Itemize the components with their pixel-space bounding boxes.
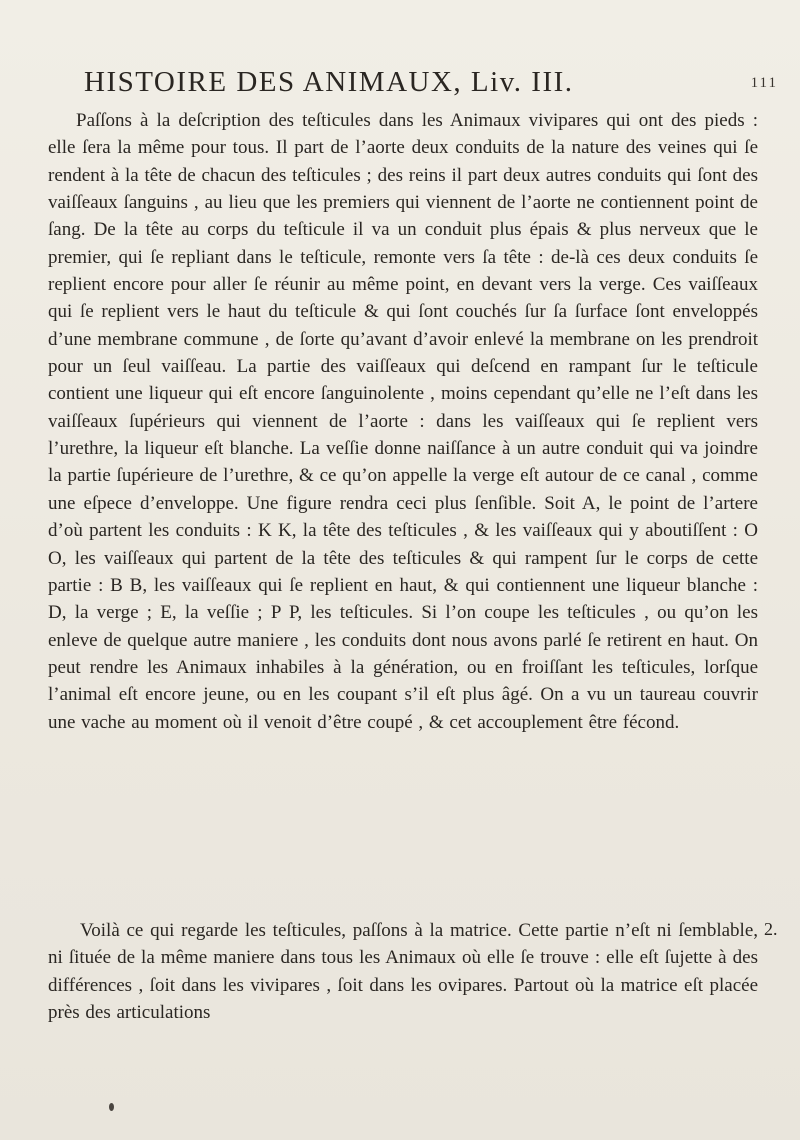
page-number: 111 [750,75,778,91]
page-header [84,66,784,106]
ink-speck [109,1103,114,1111]
running-title: HISTOIRE DES ANIMAUX, Liv. III. [84,66,574,98]
paragraph-testicules: Paſſons à la deſcription des teſticules dans les Animaux vivipares qui ont des pieds : elle ſera la même pour tous. Il part de l’aorte deux conduits de la nature des veines qui ſe rendent à la tête de chacun des teſticules ; des reins il part deux autres conduits qui ſont des vaiſſeaux ſanguins , au lieu que les premiers qui viennent de l’aorte ne contiennent point de ſang. De la tête au corps du teſticule il va un conduit plus épais & plus nerveux que le premier, qui ſe repliant dans le teſticule, remonte vers ſa tête : de-là ces deux conduits ſe replient encore pour aller ſe réunir au même point, en devant vers la verge. Ces vaiſſeaux qui ſe replient vers le haut du teſticule & qui ſont couchés ſur ſa ſurface ſont enveloppés d’une membrane commune , de ſorte qu’avant d’avoir enlevé la membrane on les prendroit pour un ſeul vaiſſeau. La partie des vaiſſeaux qui deſcend en rampant ſur le teſticule contient une liqueur qui eſt encore ſanguinolente , moins cependant qu’elle ne l’eſt dans les vaiſſeaux ſupérieurs qui viennent de l’aorte : dans les vaiſſeaux qui ſe replient vers l’urethre, la liqueur eſt blanche. La veſſie donne naiſſance à un autre conduit qui va joindre la partie ſupérieure de l’urethre, & ce qu’on appelle la verge eſt autour de ce canal , comme une eſpece d’enveloppe. Une figure rendra ceci plus ſenſible. Soit A, le point de l’artere d’où partent les conduits : K K, la tête des teſticules , & les vaiſſeaux qui y aboutiſſent : O O, les vaiſſeaux qui partent de la tête des teſticules & qui rampent ſur le corps de cette partie : B B, les vaiſſeaux qui ſe replient en haut, & qui contiennent une liqueur blanche : D, la verge ; E, la veſſie ; P P, les teſticules. Si l’on coupe les teſticules , ou qu’on les enleve de quelque autre maniere , les conduits dont nous avons parlé ſe retirent en haut. On peut rendre les Animaux inhabiles à la génération, ou en froiſſant les teſticules, lorſque l’animal eſt encore jeune, ou en les coupant s’il eſt plus âgé. On a vu un taureau couvrir une vache au moment où il venoit d’être coupé , & cet accouplement être fécond. [48,110,758,733]
paragraph-matrice: Voilà ce qui regarde les teſticules, paſſons à la matrice. Cette partie n’eſt ni ſemblable, ni ſituée de la même maniere dans tous les Animaux où elle ſe trouve : elle eſt ſujette à des différences , ſoit dans les vivipares , ſoit dans les ovipares. Partout où la matrice eſt placée près des articulations [48,920,758,1024]
body-text [48,107,758,736]
body-text-continued [48,917,758,1026]
margin-note: 2. [764,919,778,939]
